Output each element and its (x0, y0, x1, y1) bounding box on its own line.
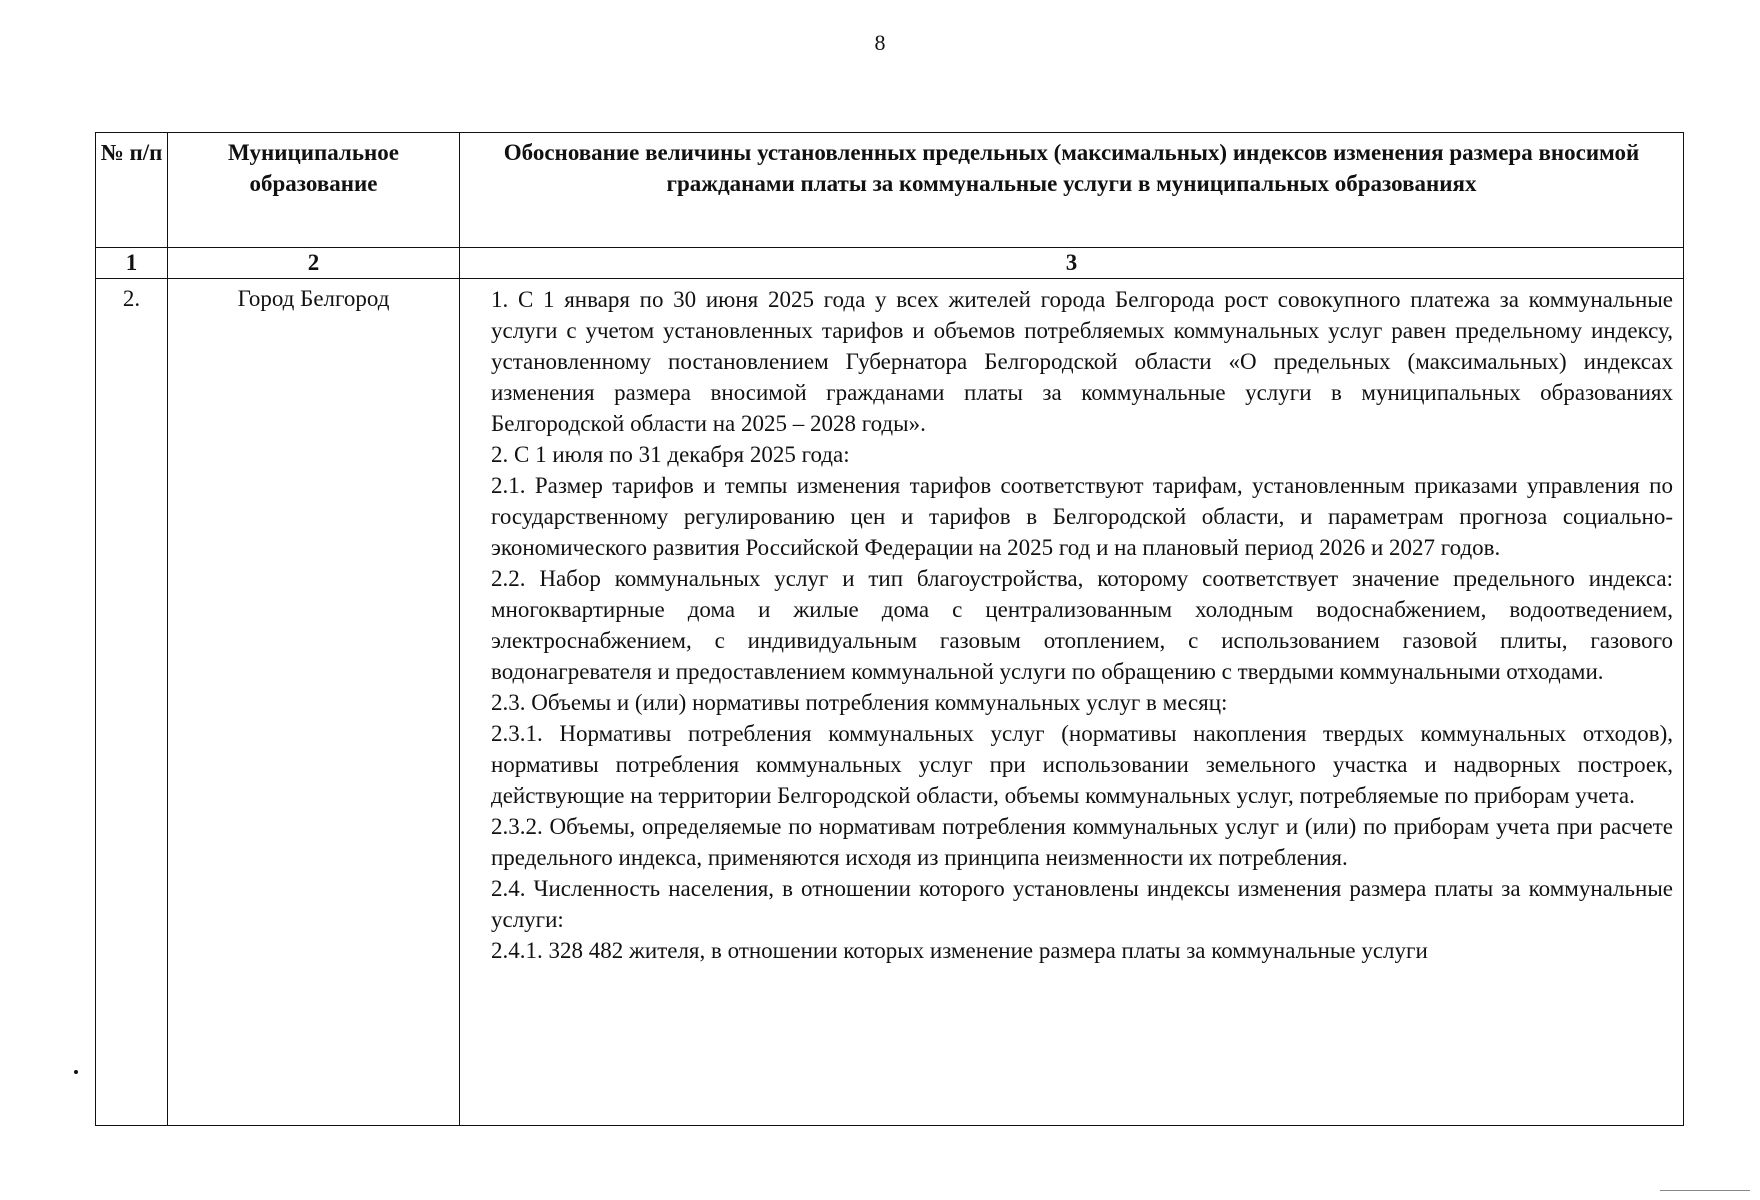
column-number-3: 3 (460, 248, 1684, 279)
column-number-1: 1 (96, 248, 168, 279)
paragraph-2-3: 2.3. Объемы и (или) нормативы потребления коммунальных услуг в месяц: (491, 690, 1228, 715)
header-justification-text: Обоснование величины установленных предельных (максимальных) индексов изменения размера вносимой гражданами платы за коммунальные услуги в муниципальных образованиях (503, 140, 1640, 196)
scan-margin-dot (74, 1070, 78, 1074)
row-justification (460, 279, 1684, 1126)
paragraph-2-3-2: 2.3.2. Объемы, определяемые по нормативам потребления коммунальных услуг и (или) по приборам учета при расчете предельного индекса, применяются исходя из принципа неизменности их потребления. (491, 814, 1673, 870)
paragraph-2-4-1: 2.4.1. 328 482 жителя, в отношении которых изменение размера платы за коммунальные услуги (491, 938, 1428, 963)
page-number: 8 (874, 30, 886, 55)
column-number-row (96, 248, 1684, 279)
column-number-2: 2 (168, 248, 460, 279)
paragraph-2-1: 2.1. Размер тарифов и темпы изменения тарифов соответствуют тарифам, установленным приказами управления по государственному регулированию цен и тарифов в Белгородской области, и параметрам прогноза социально-экономического развития Российской Федерации на 2025 год и на плановый период 2026 и 2027 годов. (491, 473, 1673, 560)
row-municipality: Город Белгород (168, 279, 460, 1126)
paragraph-2-3-1: 2.3.1. Нормативы потребления коммунальных услуг (нормативы накопления твердых коммунальных отходов), нормативы потребления коммунальных услуг при использовании земельного участка и надворных построек, действующие на территории Белгородской области, объемы коммунальных услуг, потребляемые по приборам учета. (491, 721, 1673, 808)
paragraph-2-4: 2.4. Численность населения, в отношении которого установлены индексы изменения размера платы за коммунальные услуги: (491, 876, 1673, 932)
paragraph-2-2: 2.2. Набор коммунальных услуг и тип благоустройства, которому соответствует значение предельного индекса: многоквартирные дома и жилые дома с централизованным холодным водоснабжением, водоотведением, электроснабжением, с индивидуальным газовым отоплением, с использованием газовой плиты, газового водонагревателя и предоставлением коммунальной услуги по обращению с твердыми коммунальными отходами. (491, 566, 1673, 684)
table-header-row (96, 133, 1684, 248)
header-number-text: № п/п (100, 140, 163, 165)
header-number (96, 133, 168, 248)
justification-table (95, 132, 1684, 1126)
scan-corner-line (1660, 1190, 1750, 1191)
paragraph-1: 1. С 1 января по 30 июня 2025 года у всех жителей города Белгорода рост совокупного платежа за коммунальные услуги с учетом установленных тарифов и объемов потребляемых коммунальных услуг равен предельному индексу, установленному постановлением Губернатора Белгородской области «О предельных (максимальных) индексах изменения размера вносимой гражданами платы за коммунальные услуги в муниципальных образованиях Белгородской области на 2025 – 2028 годы». (491, 287, 1673, 436)
header-municipality (168, 133, 460, 248)
header-justification (460, 133, 1684, 248)
table-row (96, 279, 1684, 1126)
header-municipality-text: Муниципальное образование (228, 140, 399, 196)
paragraph-2: 2. С 1 июля по 31 декабря 2025 года: (491, 442, 850, 467)
row-number: 2. (96, 279, 168, 1126)
